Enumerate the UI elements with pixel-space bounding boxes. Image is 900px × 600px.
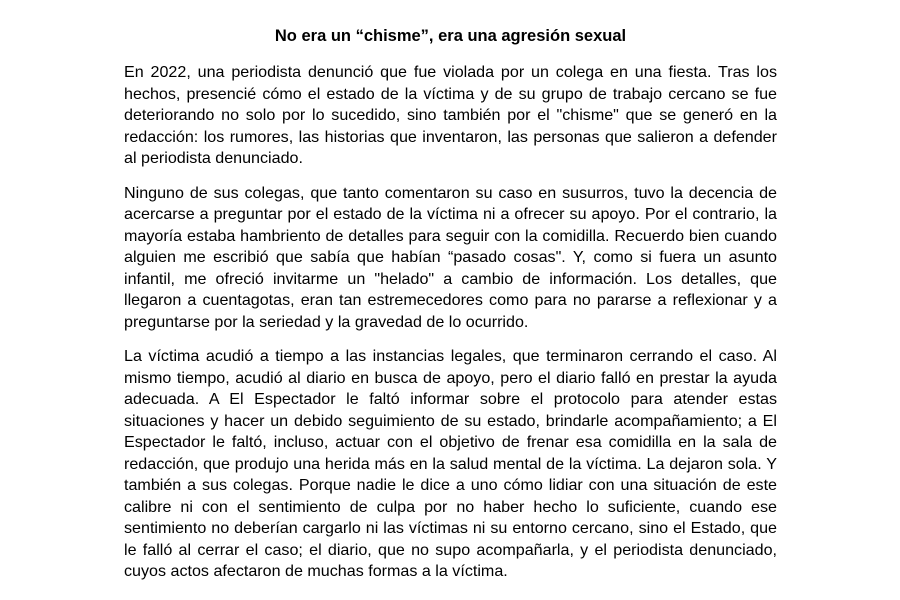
paragraph-3: La víctima acudió a tiempo a las instancias legales, que terminaron cerrando el caso. Al mismo tiempo, acudió al diario en busca de apoyo, pero el diario falló en prestar la ayuda adecuada. A El Espectador le faltó informar sobre el protocolo para atender estas situaciones y hacer un debido seguimiento de su estado, brindarle acompañamiento; a El Espectador le faltó, incluso, actuar con el objetivo de frenar esa comidilla en la sala de redacción, que produjo una herida más en la salud mental de la víctima. La dejaron sola. Y también a sus colegas. Porque nadie le dice a uno cómo lidiar con una situación de este calibre ni con el sentimiento de culpa por no haber hecho lo suficiente, cuando ese sentimiento no deberían cargarlo ni las víctimas ni su entorno cercano, sino el Estado, que le falló al cerrar el caso; el diario, que no supo acompañarla, y el periodista denunciado, cuyos actos afectaron de muchas formas a la víctima. (124, 347, 777, 580)
document-page (124, 26, 777, 596)
paragraph-2: Ninguno de sus colegas, que tanto comentaron su caso en susurros, tuvo la decencia de acercarse a preguntar por el estado de la víctima ni a ofrecer su apoyo. Por el contrario, la mayoría estaba hambriento de detalles para seguir con la comidilla. Recuerdo bien cuando alguien me escribió que sabía que habían “pasado cosas". Y, como si fuera un asunto infantil, me ofreció invitarme un "helado" a cambio de información. Los detalles, que llegaron a cuentagotas, eran tan estremecedores como para no pararse a reflexionar y a preguntarse por la seriedad y la gravedad de lo ocurrido. (124, 183, 777, 331)
paragraph-1: En 2022, una periodista denunció que fue violada por un colega en una fiesta. Tras los hechos, presencié cómo el estado de la víctima y de su grupo de trabajo cercano se fue deteriorando no solo por lo sucedido, sino también por el "chisme" que se generó en la redacción: los rumores, las historias que inventaron, las personas que salieron a defender al periodista denunciado. (124, 63, 777, 167)
document-title: No era un “chisme”, era una agresión sexual (274, 27, 627, 45)
